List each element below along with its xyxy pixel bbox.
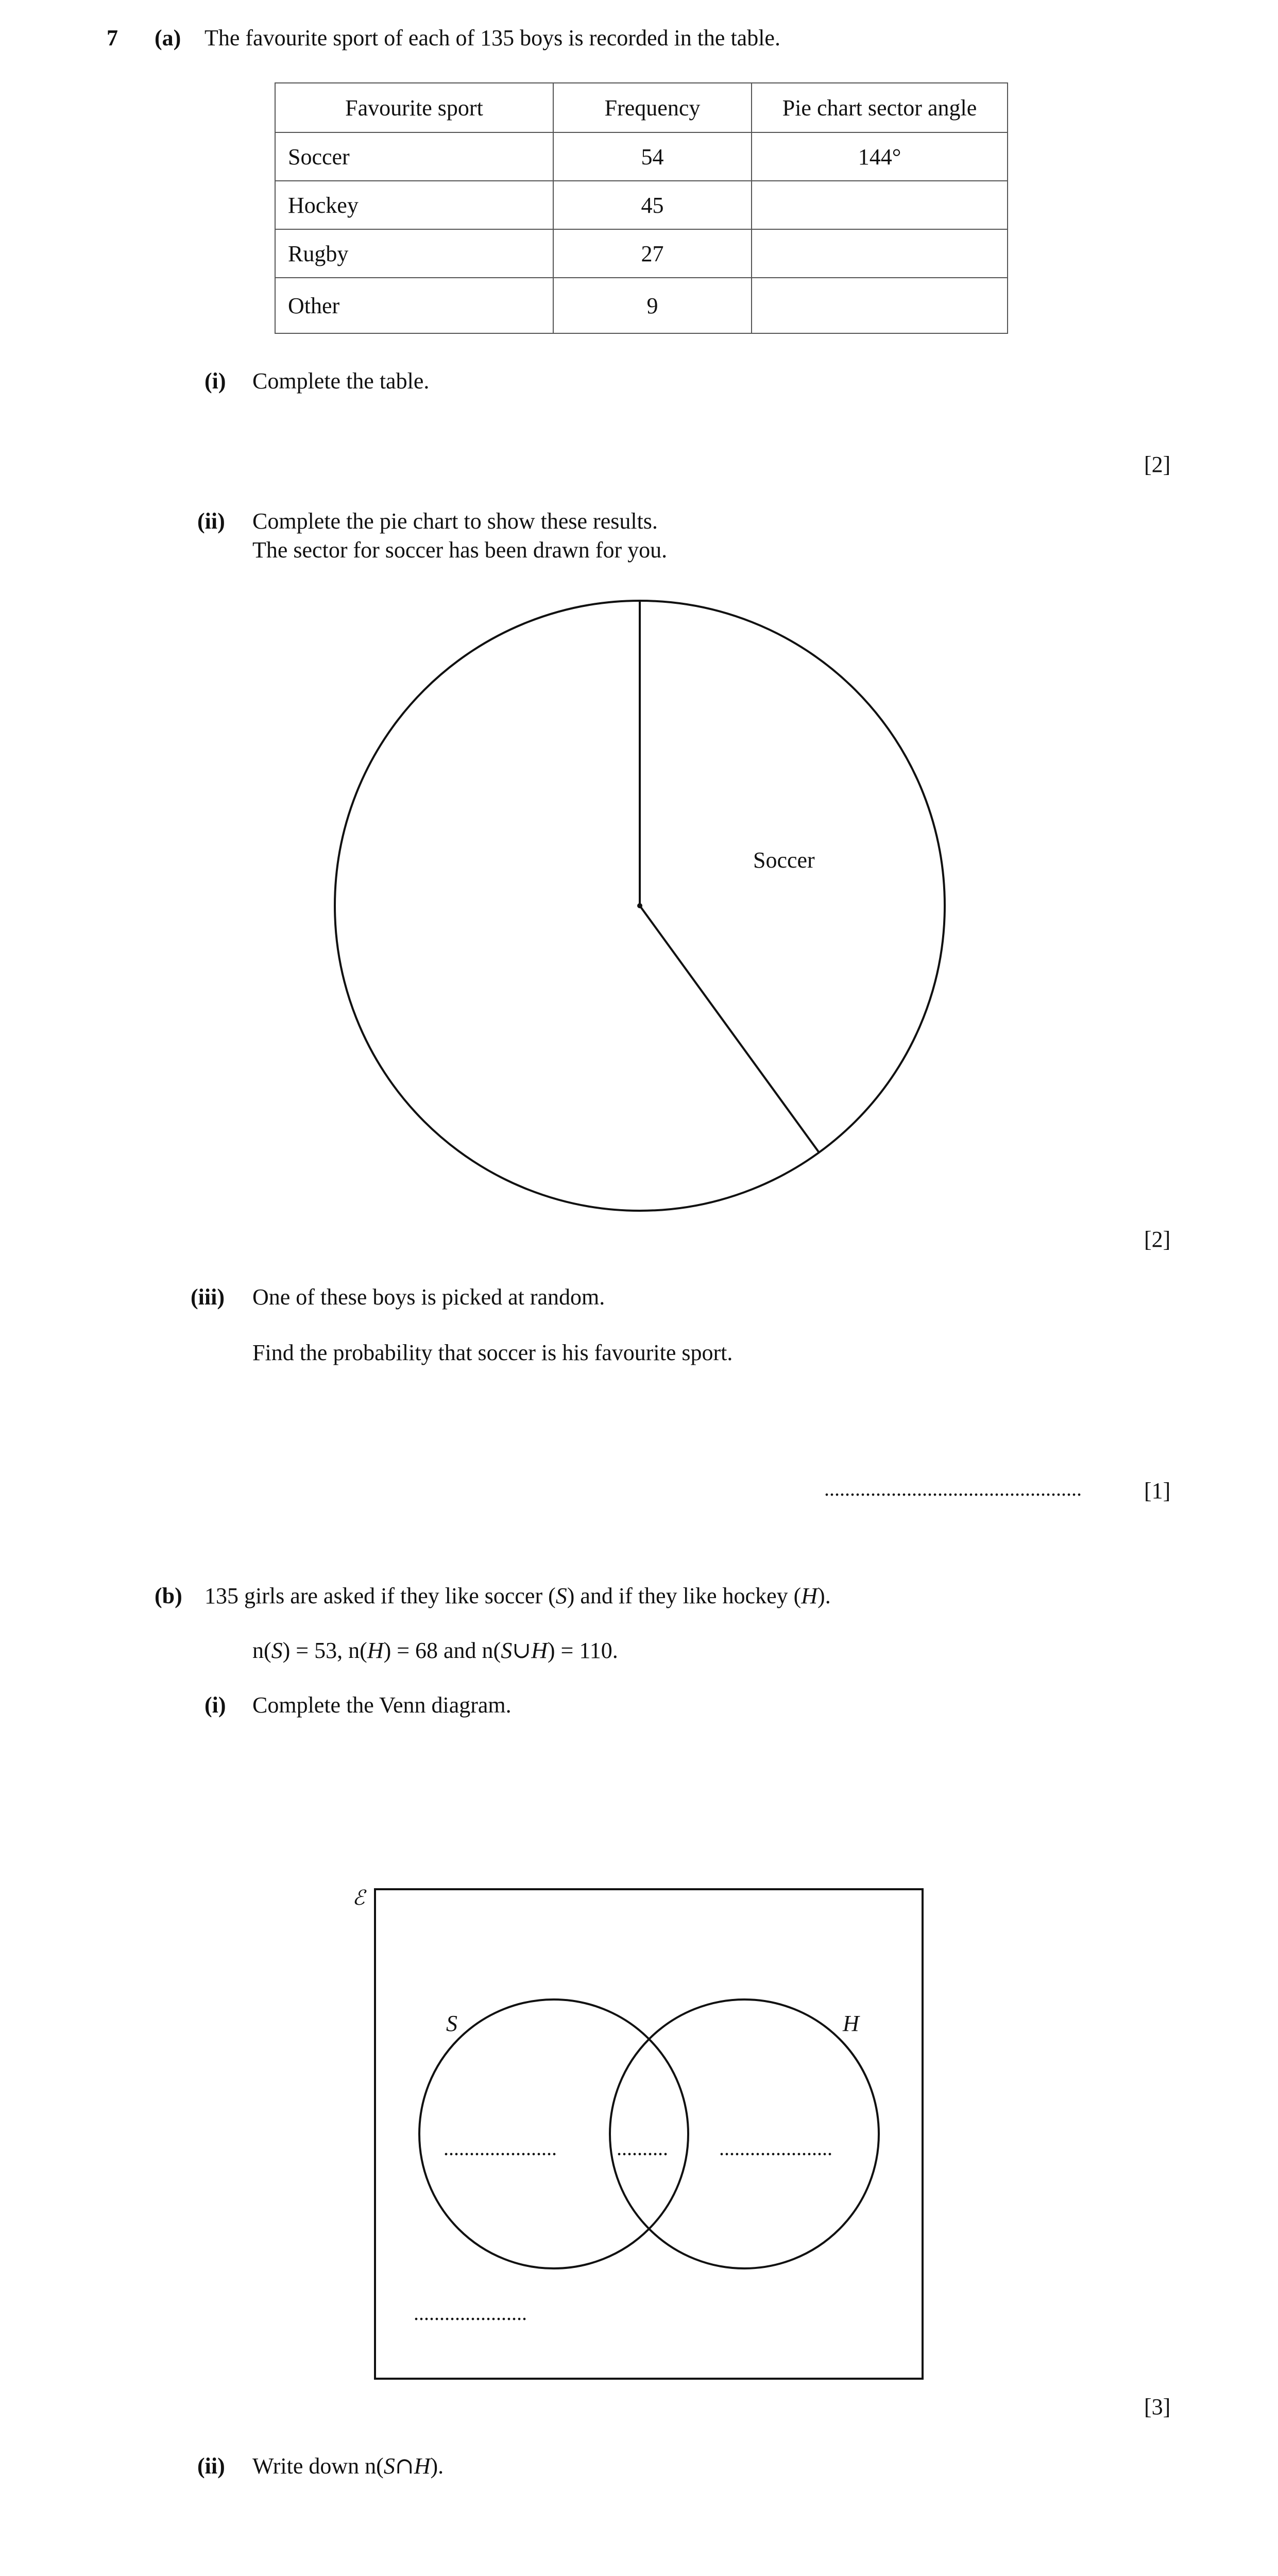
- marks-a-i: [2]: [1144, 452, 1171, 477]
- venn-label-s: S: [446, 2011, 457, 2036]
- part-a-iii-line1: One of these boys is picked at random.: [252, 1284, 605, 1310]
- part-a-label: (a): [155, 25, 181, 50]
- venn-circle-h: [610, 1999, 879, 2268]
- cell-frequency: 9: [553, 278, 752, 333]
- part-b-i-label: (i): [205, 1692, 226, 1718]
- part-a-ii-label: (ii): [197, 509, 225, 534]
- pie-circle: [335, 601, 945, 1211]
- header-favourite-sport: Favourite sport: [275, 83, 553, 132]
- marks-b-i: [3]: [1144, 2394, 1171, 2419]
- table-row: [275, 229, 1008, 278]
- venn-label-h: H: [843, 2011, 859, 2036]
- cell-frequency: 27: [553, 229, 752, 278]
- part-b-ii-text: Write down n(S∩H).: [252, 2453, 444, 2479]
- pie-centre-point: [637, 903, 642, 908]
- table-header-row: [275, 83, 1008, 132]
- answer-line-a-iii[interactable]: ..................................................: [824, 1477, 1082, 1500]
- part-a-iii-label: (iii): [191, 1284, 225, 1310]
- cell-sport: Soccer: [275, 132, 553, 181]
- part-a-ii-line2: The sector for soccer has been drawn for you.: [252, 537, 668, 563]
- part-b-ii-label: (ii): [197, 2453, 225, 2479]
- cell-angle-input[interactable]: [752, 278, 1008, 333]
- table-row: [275, 278, 1008, 333]
- cell-frequency: 45: [553, 181, 752, 229]
- cell-angle-input[interactable]: [752, 229, 1008, 278]
- header-sector-angle: Pie chart sector angle: [752, 83, 1008, 132]
- cell-sport: Other: [275, 278, 553, 333]
- part-b-given-values: n(S) = 53, n(H) = 68 and n(S∪H) = 110.: [252, 1637, 618, 1664]
- venn-answer-outside[interactable]: ......................: [414, 2301, 527, 2325]
- cell-frequency: 54: [553, 132, 752, 181]
- pie-sector-label-soccer: Soccer: [753, 848, 815, 873]
- venn-answer-s-only[interactable]: ......................: [444, 2137, 557, 2160]
- venn-circle-s: [419, 1999, 688, 2268]
- part-b-label: (b): [155, 1583, 182, 1608]
- cell-sport: Hockey: [275, 181, 553, 229]
- part-b-intro: 135 girls are asked if they like soccer (S) and if they like hockey (H).: [205, 1583, 831, 1608]
- venn-answer-intersection[interactable]: ..........: [617, 2137, 668, 2160]
- part-a-i-label: (i): [205, 368, 226, 394]
- header-frequency: Frequency: [553, 83, 752, 132]
- venn-universal-symbol: ℰ: [352, 1886, 365, 1909]
- marks-a-ii: [2]: [1144, 1227, 1171, 1252]
- table-row: [275, 181, 1008, 229]
- marks-a-iii: [1]: [1144, 1478, 1171, 1503]
- sport-frequency-table: [275, 82, 1008, 334]
- cell-angle-input[interactable]: [752, 181, 1008, 229]
- pie-radius-soccer-end: [640, 906, 819, 1153]
- cell-sport: Rugby: [275, 229, 553, 278]
- venn-answer-h-only[interactable]: ......................: [719, 2137, 832, 2160]
- cell-angle: 144°: [752, 132, 1008, 181]
- part-a-i-text: Complete the table.: [252, 368, 430, 394]
- table-row: [275, 132, 1008, 181]
- part-a-ii-line1: Complete the pie chart to show these results.: [252, 509, 658, 534]
- part-a-iii-line2: Find the probability that soccer is his favourite sport.: [252, 1340, 733, 1365]
- part-a-intro: The favourite sport of each of 135 boys is recorded in the table.: [205, 25, 780, 50]
- question-number: 7: [107, 25, 118, 50]
- part-b-i-text: Complete the Venn diagram.: [252, 1692, 512, 1718]
